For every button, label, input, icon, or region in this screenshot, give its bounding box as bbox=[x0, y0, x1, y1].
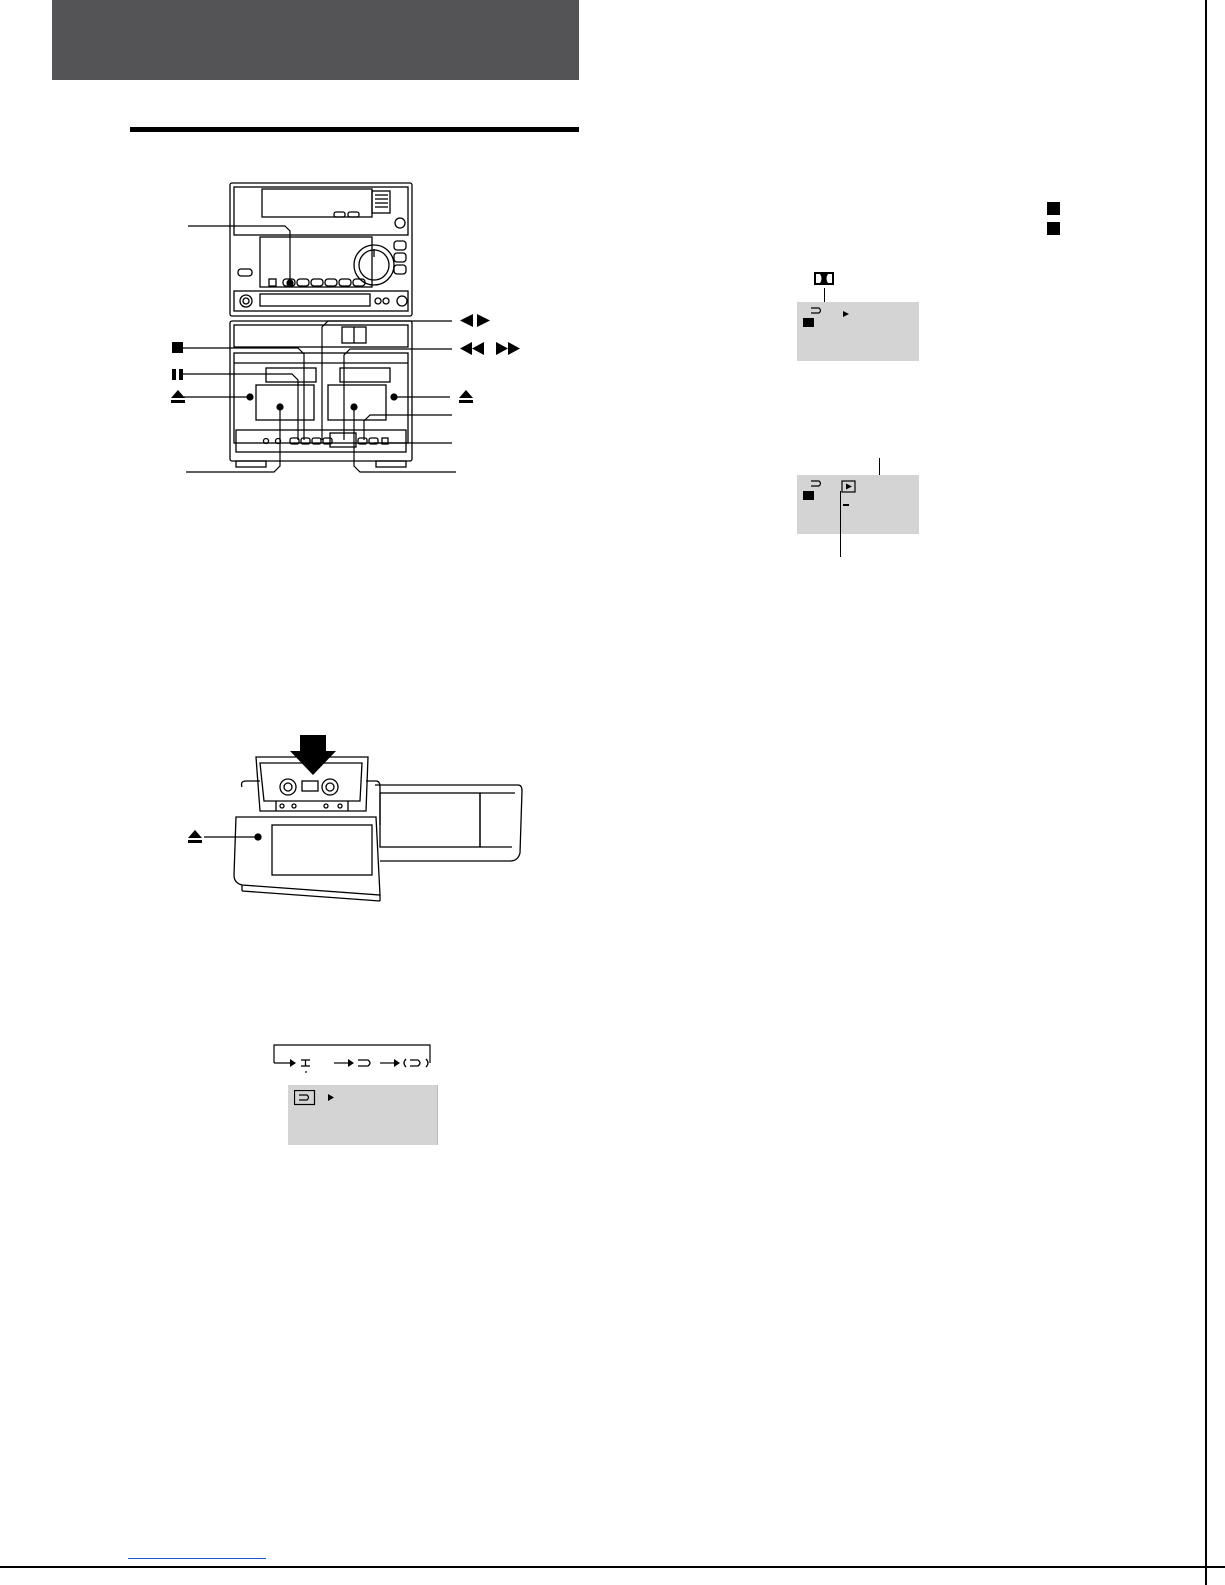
stereo-unit-drawing bbox=[120, 175, 590, 485]
eject-icon bbox=[459, 390, 473, 403]
pause-icon bbox=[172, 367, 184, 378]
fast-forward-icon bbox=[496, 342, 522, 355]
cassette-insertion-drawing bbox=[180, 735, 540, 905]
page-right-rule bbox=[1205, 0, 1207, 1585]
lcd-rev-mode bbox=[288, 1085, 438, 1145]
eject-icon bbox=[188, 830, 202, 843]
play-dir-icon bbox=[460, 314, 494, 327]
stereo-system-diagram bbox=[120, 175, 590, 485]
dolby-logo-icon bbox=[814, 272, 834, 285]
lcd-tape-counter bbox=[843, 504, 849, 506]
stop-icon bbox=[1047, 222, 1060, 235]
lcd-status-icons bbox=[803, 306, 863, 330]
lcd-playback bbox=[797, 475, 919, 534]
lcd-status-icons bbox=[803, 479, 863, 503]
eject-icon bbox=[171, 390, 185, 403]
stop-icon bbox=[1047, 202, 1060, 215]
footer-link-line bbox=[128, 1558, 266, 1559]
stop-icon bbox=[172, 342, 183, 353]
rev-mode-sequence bbox=[272, 1043, 432, 1073]
section-header-band bbox=[52, 0, 579, 80]
lcd-edge bbox=[437, 1085, 438, 1145]
reverse-mode-indicator bbox=[294, 1090, 334, 1106]
page-bottom-rule bbox=[0, 1566, 1225, 1568]
rewind-icon bbox=[460, 342, 486, 355]
section-rule bbox=[130, 127, 579, 132]
lcd-dolby-nr bbox=[797, 302, 919, 361]
play-indicator-callout-line bbox=[840, 491, 841, 557]
